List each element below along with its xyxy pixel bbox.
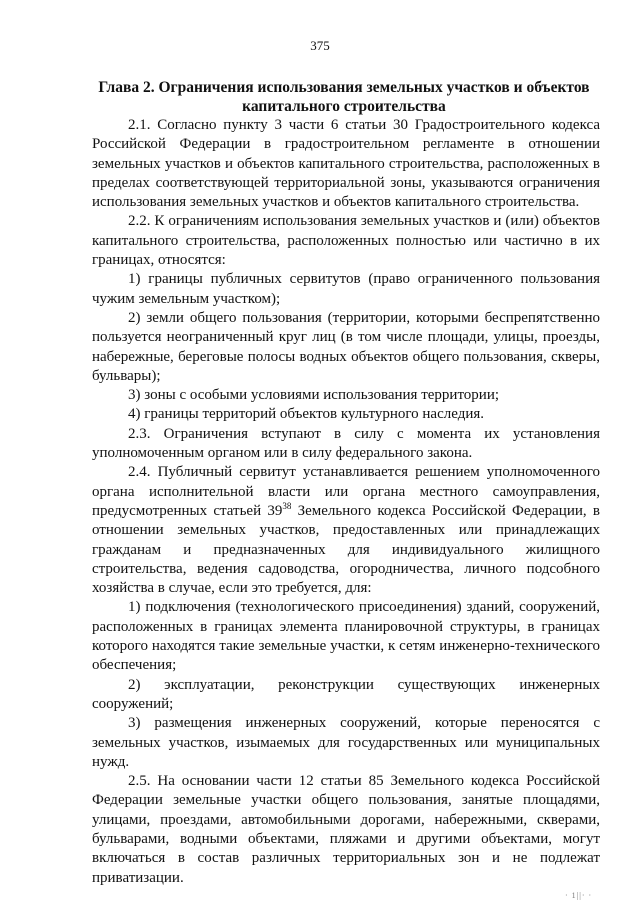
- list-item: 3) размещения инженерных сооружений, которые переносятся с земельных участков, изымаемых для государственных или муниципальных нужд.: [92, 715, 600, 770]
- list-item: 2) эксплуатации, реконструкции существующих инженерных сооружений;: [92, 676, 600, 712]
- paragraph-2-4: [92, 463, 600, 598]
- paragraph-2-1: 2.1. Согласно пункту 3 части 6 статьи 30 Градостроительного кодекса Российской Федерации в градостроительном регламенте в отношении земельных участков и объектов капитального строительства, расположенных в пределах соответствующей территориальной зоны, указываются ограничения использования земельных участков и объектов капитального строительства.: [92, 117, 600, 211]
- list-item: 4) границы территорий объектов культурного наследия.: [128, 406, 485, 423]
- paragraph-2-3: 2.3. Ограничения вступают в силу с момента их установления уполномоченным органом или в силу федерального закона.: [92, 425, 600, 462]
- footnote-superscript: 38: [282, 500, 292, 511]
- paragraph-2-5: 2.5. На основании части 12 статьи 85 Земельного кодекса Российской Федерации земельные участки общего пользования, занятые площадями, улицами, проездами, автомобильными дорогами, набережными, скверами, бульварами, водными объектами, пляжами и другими объектами, могут включаться в состав различных территориальных зон и не подлежат приватизации.: [92, 773, 600, 886]
- list-item: 2) земли общего пользования (территории, которыми беспрепятственно пользуется неограниченный круг лиц (в том числе площади, улицы, проезды, набережные, береговые полосы водных объектов общего пользования, скверы, бульвары);: [92, 309, 600, 384]
- body-text: [92, 116, 600, 888]
- list-item: 1) подключения (технологического присоединения) зданий, сооружений, расположенных в границах элемента планировочной структуры, в границах которого находятся такие земельные участки, к сетям инженерно-технического обеспечения;: [92, 599, 600, 674]
- scan-corner-mark: · 1||· ·: [565, 891, 593, 900]
- paragraph-2-4-end: Земельного кодекса Российской Федерации, в отношении земельных участков, предоставленных или принадлежащих гражданам и предназначенных для индивидуального жилищного строительства, ведения садоводства, огородничества, личного подсобного хозяйства в случае, если это требуется, для:: [92, 502, 600, 597]
- list-item: 3) зоны с особыми условиями использования территории;: [128, 387, 500, 404]
- page-number: 375: [310, 38, 330, 53]
- paragraph-2-2: 2.2. К ограничениям использования земельных участков и (или) объектов капитального строительства, расположенных полностью или частично в их границах, относятся:: [92, 213, 600, 269]
- list-item: 1) границы публичных сервитутов (право ограниченного пользования чужим земельным участком);: [92, 271, 600, 307]
- paragraph-2-4-start: 2.4. Публичный сервитут устанавливается решением уполномоченного органа исполнительной власти или органа местного самоуправления, предусмотренных статьей 39: [92, 464, 600, 519]
- chapter-title: Глава 2. Ограничения использования земельных участков и объектов капитального строительства: [98, 79, 590, 115]
